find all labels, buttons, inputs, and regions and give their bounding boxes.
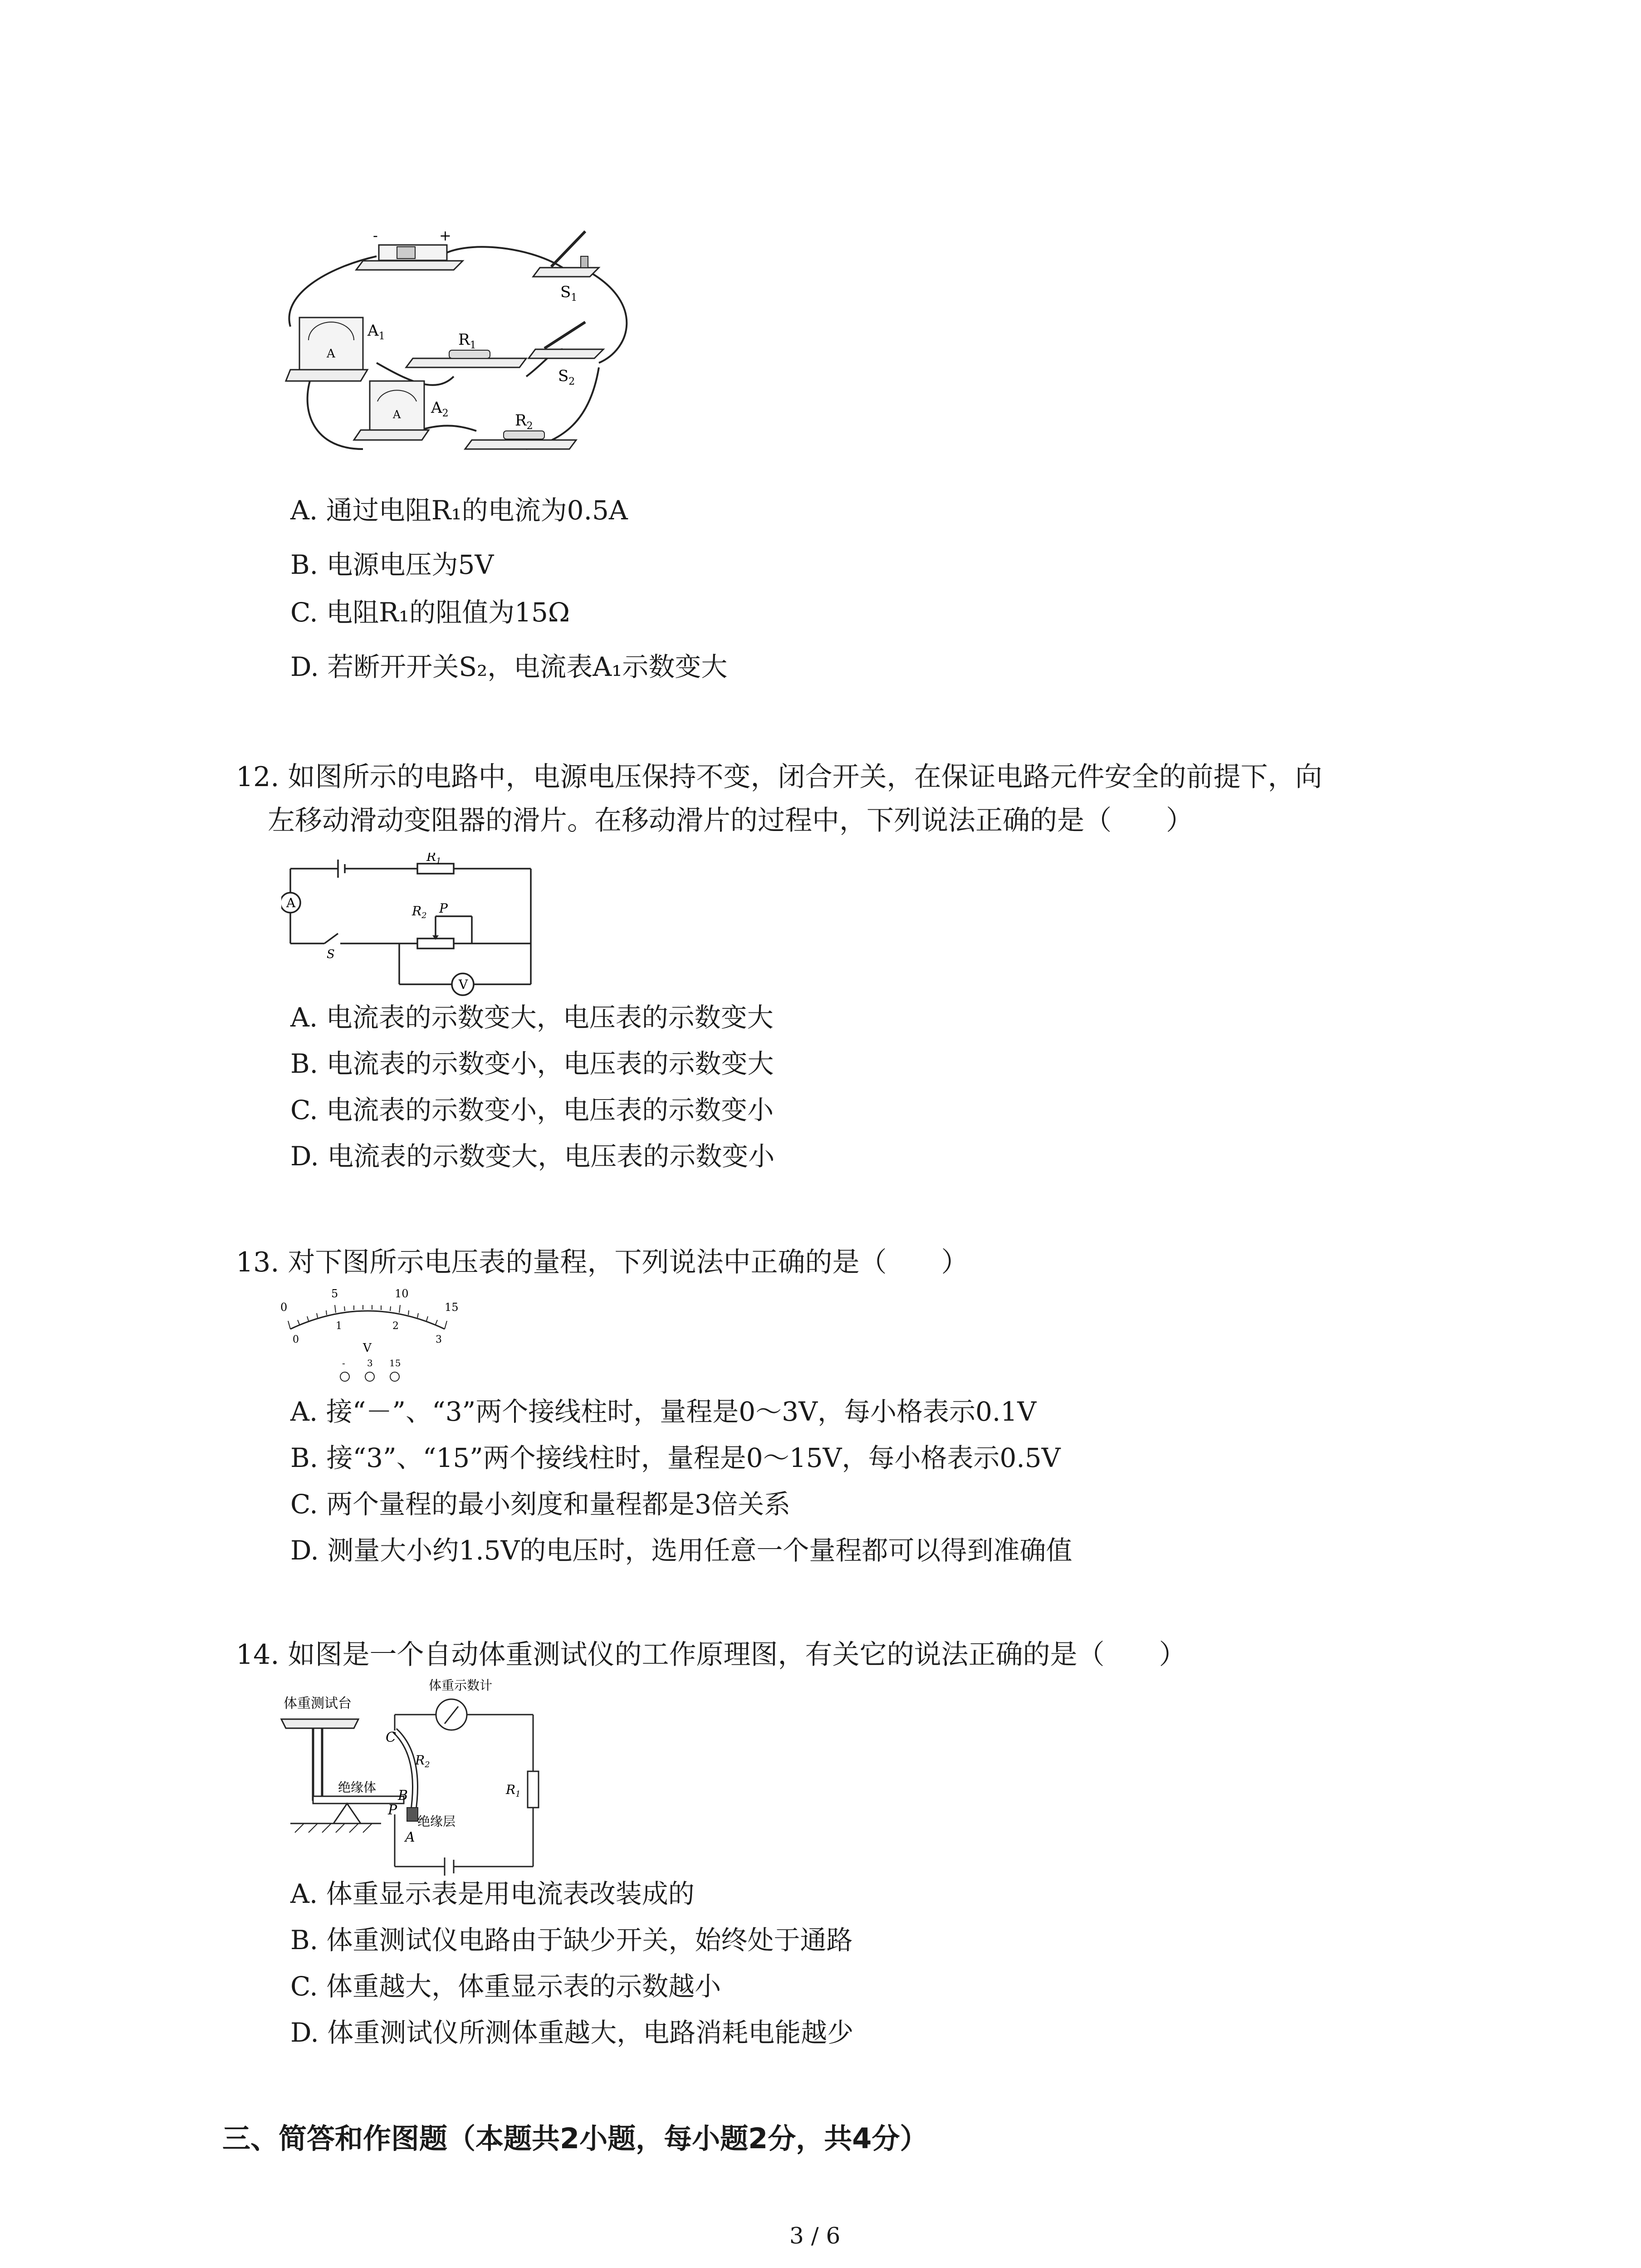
q12-voltmeter-label: V [459,977,468,992]
q14-label-meter: 体重示数计 [429,1678,493,1693]
q12-stem-line1: 12. 如图所示的电路中，电源电压保持不变，闭合开关，在保证电路元件安全的前提下，向 [236,761,1323,793]
q12-label-p: P [439,901,448,916]
q11-option-b: B. 电源电压为5V [290,549,494,580]
q11-label-r1: R [458,331,470,349]
q11-label-r2: R [515,411,527,430]
svg-text:R1: $R_1$ [458,331,476,351]
svg-text:A2: $A_2$ [431,399,449,419]
q13-terminal-15: 15 [389,1358,401,1369]
q13-tick-lower-3: 3 [436,1334,442,1345]
q12-stem [236,755,1461,842]
q11-option-d: D. 若断开开关S₂，电流表A₁示数变大 [290,651,728,682]
q12-option-b: B. 电流表的示数变小，电压表的示数变大 [290,1048,774,1079]
q11-label-plus: + [439,227,451,244]
svg-text:R2: $R_2$ [412,904,427,920]
resistor-r2-icon [465,431,576,449]
q13-stem: 13. 对下图所示电压表的量程，下列说法中正确的是（ ） [236,1246,969,1278]
q13-terminal-minus: - [342,1358,345,1369]
page-number: 3 / 6 [789,2223,841,2249]
q13-terminal-3: 3 [367,1358,373,1369]
q11-label-a1: A [367,322,379,340]
svg-text:R1: $R_1$ [506,1782,521,1799]
q11-meter-a2-letter: A [393,408,401,421]
q11-circuit-figure [272,213,644,467]
q14-label-r2: R [415,1753,425,1768]
q14-label-insulating-layer: 绝缘层 [417,1814,456,1829]
q14-option-a: A. 体重显示表是用电流表改装成的 [290,1878,695,1909]
q13-tick-upper-10: 10 [395,1287,409,1300]
q14-label-c: C [386,1730,396,1745]
q12-stem-line2: 左移动滑动变阻器的滑片。在移动滑片的过程中，下列说法正确的是（ ） [268,805,1193,836]
q13-option-c: C. 两个量程的最小刻度和量程都是3倍关系 [290,1489,791,1520]
q12-label-r1: R [426,853,436,864]
q11-label-a2: A [431,399,442,417]
q13-unit-label: V [363,1341,372,1355]
q13-tick-upper-15: 15 [445,1301,459,1314]
q13-option-d: D. 测量大小约1.5V的电压时，选用任意一个量程都可以得到准确值 [290,1535,1073,1566]
q11-meter-a1-letter: A [327,347,335,361]
svg-text:S2: $S_2$ [558,367,575,387]
resistor-r1-icon [406,350,526,367]
q14-option-c: C. 体重越大，体重显示表的示数越小 [290,1971,721,2002]
q14-option-d: D. 体重测试仪所测体重越大，电路消耗电能越少 [290,2017,854,2048]
q11-option-a: A. 通过电阻R₁的电流为0.5A [290,495,628,526]
q13-tick-lower-1: 1 [336,1320,342,1332]
q12-option-c: C. 电流表的示数变小，电压表的示数变小 [290,1095,774,1125]
q14-label-b: B [398,1788,408,1804]
q14-label-r1: R [506,1782,516,1797]
q11-label-minus: - [373,227,378,244]
q14-label-insulator: 绝缘体 [338,1780,377,1795]
q13-tick-lower-2: 2 [392,1320,399,1332]
q12-ammeter-label: A [286,895,296,910]
q11-label-s2: S [558,367,569,385]
q13-voltmeter-dial [272,1284,463,1393]
q13-tick-upper-0: 0 [280,1301,288,1314]
svg-text:R2: $R_2$ [515,411,533,432]
q14-option-b: B. 体重测试仪电路由于缺少开关，始终处于通路 [290,1925,853,1955]
q13-option-a: A. 接“－”、“3”两个接线柱时，量程是0～3V，每小格表示0.1V [290,1396,1037,1427]
switch-s2-icon [529,322,603,358]
q11-option-c: C. 电阻R₁的阻值为15Ω [290,597,570,628]
q14-label-a: A [405,1829,415,1845]
q14-stem: 14. 如图是一个自动体重测试仪的工作原理图，有关它的说法正确的是（ ） [236,1639,1186,1671]
q12-option-d: D. 电流表的示数变大，电压表的示数变小 [290,1141,775,1172]
svg-text:R1: $R_1$ [426,853,441,866]
svg-text:A1: $A_1$ [367,322,385,342]
q13-tick-lower-0: 0 [293,1334,299,1345]
section-3-heading: 三、简答和作图题（本题共2小题，每小题2分，共4分） [222,2122,928,2155]
switch-s1-icon [533,231,599,277]
terminal-icon [340,1372,399,1381]
q13-tick-upper-5: 5 [331,1287,338,1300]
svg-text:S1: $S_1$ [560,283,578,303]
q14-label-p: P [388,1802,397,1818]
svg-text:R2: $R_2$ [415,1753,430,1769]
q12-label-switch: S [327,948,335,961]
q11-label-s1: S [560,283,571,301]
q12-label-r2: R [412,904,422,919]
q14-weight-tester-diagram [279,1678,560,1878]
q14-label-platform: 体重测试台 [284,1696,352,1711]
q13-option-b: B. 接“3”、“15”两个接线柱时，量程是0～15V，每小格表示0.5V [290,1442,1061,1473]
q12-option-a: A. 电流表的示数变大，电压表的示数变大 [290,1002,774,1033]
q12-circuit-diagram [281,853,544,998]
ammeter-a2-icon [354,381,429,440]
